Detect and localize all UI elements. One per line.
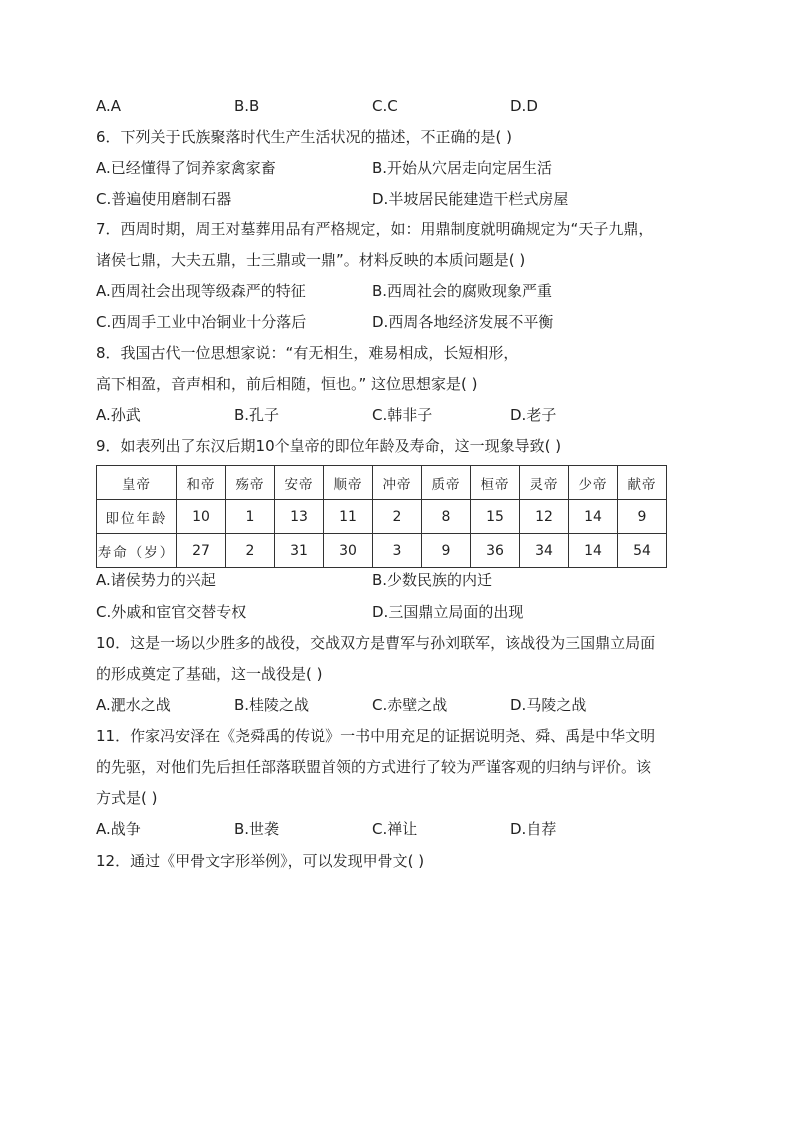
table-cell: 11 <box>324 500 373 534</box>
table-header-cell: 冲帝 <box>373 466 422 500</box>
table-header-cell: 灵帝 <box>520 466 569 500</box>
q6-stem: 6．下列关于氏族聚落时代生产生活状况的描述，不正确的是( ) <box>96 128 513 146</box>
table-row-head: 即位年龄 <box>97 500 177 534</box>
table-cell: 1 <box>226 500 275 534</box>
q11-option-b[interactable]: B.世袭 <box>234 820 280 838</box>
q9-option-a[interactable]: A.诸侯势力的兴起 <box>96 571 216 589</box>
q5-option-b[interactable]: B.B <box>234 97 260 115</box>
q11-option-c[interactable]: C.禅让 <box>372 820 418 838</box>
table-cell: 2 <box>373 500 422 534</box>
q7-option-b[interactable]: B.西周社会的腐败现象严重 <box>372 282 553 300</box>
q9-option-b[interactable]: B.少数民族的内迁 <box>372 571 493 589</box>
q10-stem-line-1: 10．这是一场以少胜多的战役，交战双方是曹军与孙刘联军，该战役为三国鼎立局面 <box>96 634 656 652</box>
table-header-cell: 和帝 <box>177 466 226 500</box>
q6-option-c[interactable]: C.普遍使用磨制石器 <box>96 190 232 208</box>
table-header-row <box>97 466 667 500</box>
table-cell: 15 <box>471 500 520 534</box>
q5-option-d[interactable]: D.D <box>510 97 538 115</box>
table-cell: 27 <box>177 534 226 568</box>
q8-option-c[interactable]: C.韩非子 <box>372 406 433 424</box>
q8-option-d[interactable]: D.老子 <box>510 406 557 424</box>
q6-option-d[interactable]: D.半坡居民能建造干栏式房屋 <box>372 190 569 208</box>
q12-stem: 12．通过《甲骨文字形举例》，可以发现甲骨文( ) <box>96 852 425 870</box>
q10-option-d[interactable]: D.马陵之战 <box>510 696 587 714</box>
table-row <box>97 534 667 568</box>
table-cell: 30 <box>324 534 373 568</box>
table-header-cell: 皇帝 <box>97 466 177 500</box>
table-cell: 54 <box>618 534 667 568</box>
q8-stem-line-2: 高下相盈，音声相和，前后相随，恒也。” 这位思想家是( ) <box>96 375 478 393</box>
q7-stem-line-1: 7．西周时期，周王对墓葬用品有严格规定，如：用鼎制度就明确规定为“天子九鼎， <box>96 220 654 238</box>
table-header-cell: 顺帝 <box>324 466 373 500</box>
table-header-cell: 少帝 <box>569 466 618 500</box>
q9-stem: 9．如表列出了东汉后期10个皇帝的即位年龄及寿命，这一现象导致( ) <box>96 437 562 455</box>
table-cell: 9 <box>618 500 667 534</box>
table-cell: 9 <box>422 534 471 568</box>
q7-stem-line-2: 诸侯七鼎，大夫五鼎，士三鼎或一鼎”。材料反映的本质问题是( ) <box>96 251 526 269</box>
q8-option-b[interactable]: B.孔子 <box>234 406 280 424</box>
table-cell: 2 <box>226 534 275 568</box>
table-cell: 3 <box>373 534 422 568</box>
q9-option-c[interactable]: C.外戚和宦官交替专权 <box>96 603 247 621</box>
q10-option-b[interactable]: B.桂陵之战 <box>234 696 310 714</box>
table-row-head: 寿命（岁） <box>97 534 177 568</box>
table-cell: 13 <box>275 500 324 534</box>
q5-option-c[interactable]: C.C <box>372 97 398 115</box>
table-cell: 14 <box>569 500 618 534</box>
q11-option-a[interactable]: A.战争 <box>96 820 141 838</box>
q10-option-a[interactable]: A.淝水之战 <box>96 696 171 714</box>
table-cell: 12 <box>520 500 569 534</box>
q7-option-c[interactable]: C.西周手工业中冶铜业十分落后 <box>96 313 307 331</box>
q5-option-a[interactable]: A.A <box>96 97 122 115</box>
q11-stem-line-1: 11．作家冯安泽在《尧舜禹的传说》一书中用充足的证据说明尧、舜、禹是中华文明 <box>96 727 656 745</box>
table-header-cell: 安帝 <box>275 466 324 500</box>
table-header-cell: 质帝 <box>422 466 471 500</box>
q8-option-a[interactable]: A.孙武 <box>96 406 141 424</box>
q7-option-a[interactable]: A.西周社会出现等级森严的特征 <box>96 282 306 300</box>
table-header-cell: 殇帝 <box>226 466 275 500</box>
q10-stem-line-2: 的形成奠定了基础，这一战役是( ) <box>96 665 323 683</box>
q11-stem-line-2: 的先驱，对他们先后担任部落联盟首领的方式进行了较为严谨客观的归纳与评价。该 <box>96 758 652 776</box>
q11-option-d[interactable]: D.自荐 <box>510 820 557 838</box>
q6-option-b[interactable]: B.开始从穴居走向定居生活 <box>372 159 553 177</box>
table-cell: 8 <box>422 500 471 534</box>
table-header-cell: 献帝 <box>618 466 667 500</box>
q6-option-a[interactable]: A.已经懂得了饲养家禽家畜 <box>96 159 276 177</box>
table-cell: 14 <box>569 534 618 568</box>
q8-stem-line-1: 8．我国古代一位思想家说：“有无相生，难易相成，长短相形， <box>96 344 519 362</box>
table-cell: 36 <box>471 534 520 568</box>
table-cell: 34 <box>520 534 569 568</box>
q9-option-d[interactable]: D.三国鼎立局面的出现 <box>372 603 524 621</box>
table-row <box>97 500 667 534</box>
table-cell: 10 <box>177 500 226 534</box>
q11-stem-line-3: 方式是( ) <box>96 789 158 807</box>
emperor-table <box>96 465 667 568</box>
table-cell: 31 <box>275 534 324 568</box>
q10-option-c[interactable]: C.赤壁之战 <box>372 696 448 714</box>
q7-option-d[interactable]: D.西周各地经济发展不平衡 <box>372 313 554 331</box>
table-header-cell: 桓帝 <box>471 466 520 500</box>
